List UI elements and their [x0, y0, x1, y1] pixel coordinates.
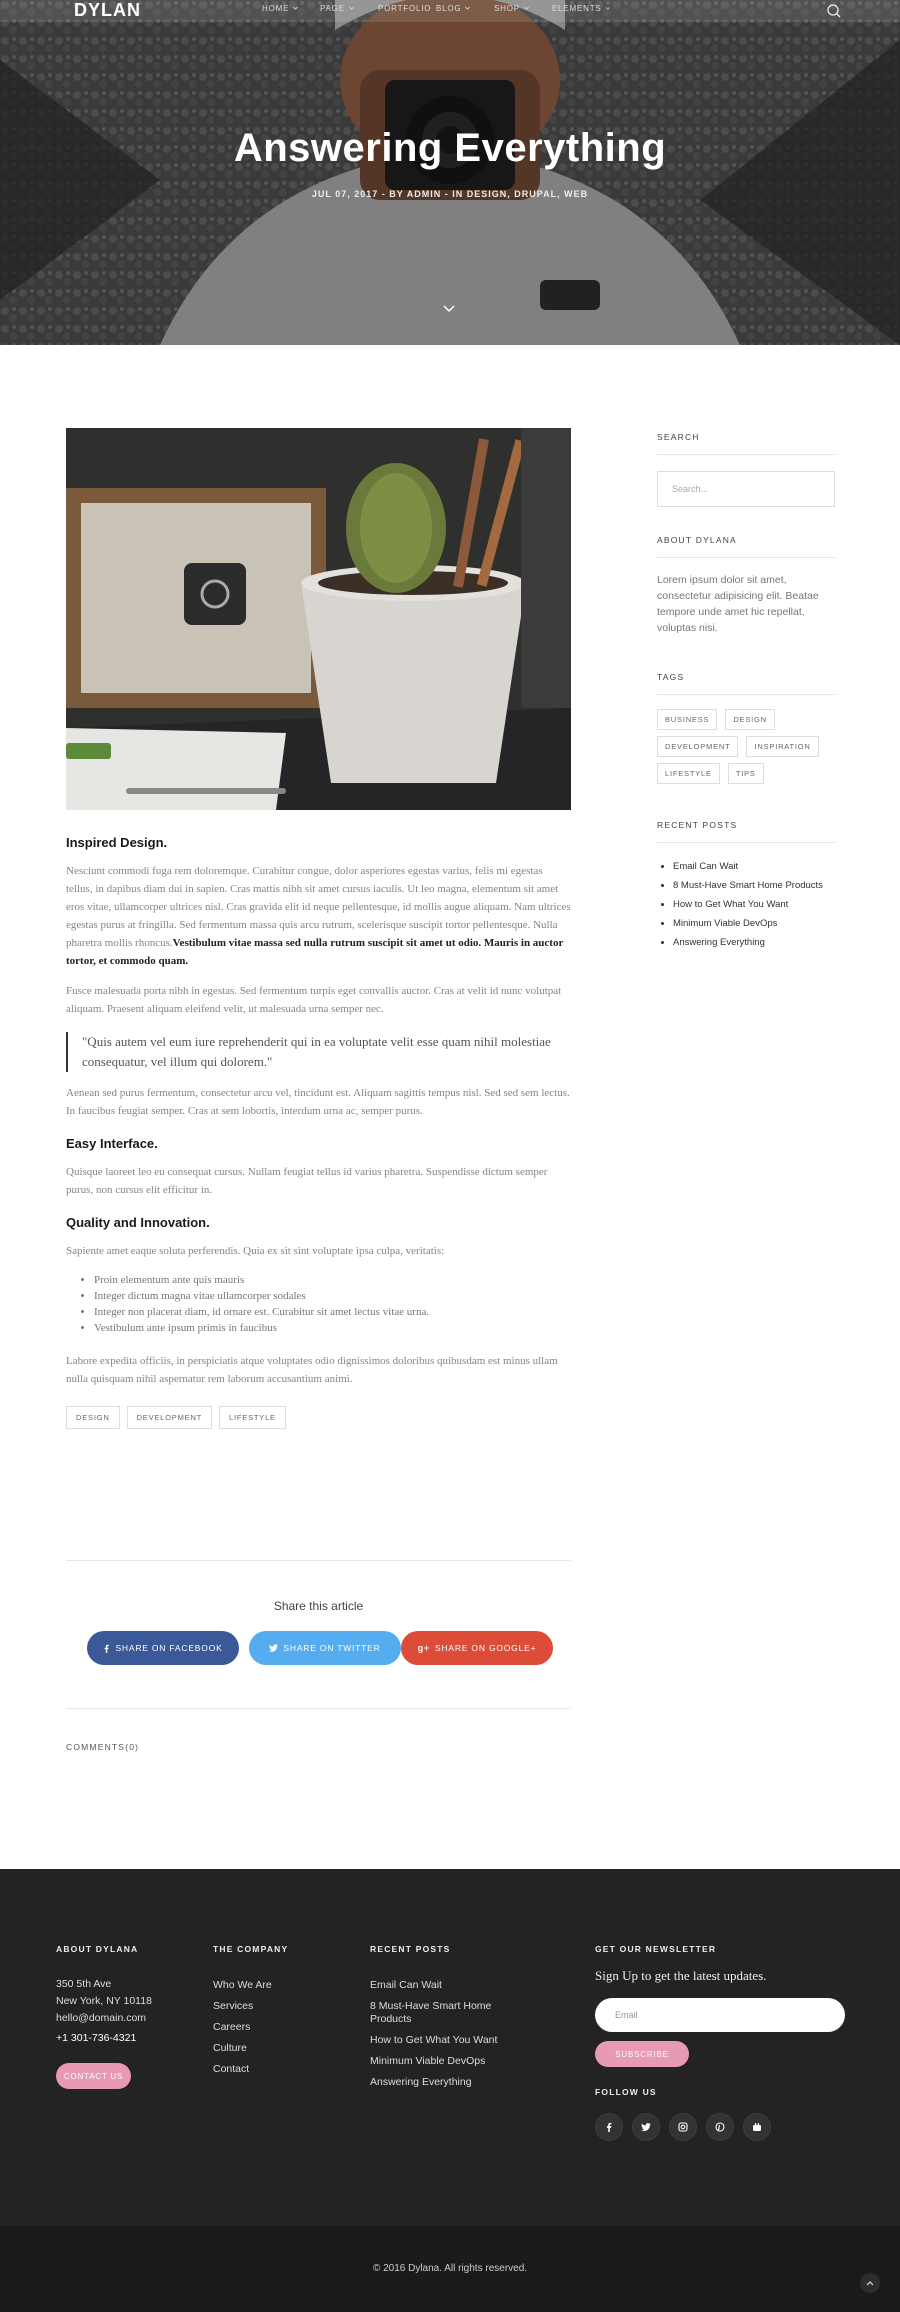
newsletter-lead: Sign Up to get the latest updates. [595, 1968, 767, 1983]
paragraph: Nesciunt commodi fuga rem doloremque. Curabitur congue, dolor asperiores egestas varius, felis mi egestas tellus, in dapibus diam dui in sapien. Cras mattis nibh sit amet cursus iaculis. Ut leo magna, elementum sit amet eros vitae, ullamcorper ultrices nisl. Cras gravida elit id neque pellentesque, id mollis augue aliquam. Nam ultrices egestas purus at fringilla. Sed fermentum massa quis arcu rutrum, scelerisque suscipit tortor pellentesque. Nulla pharetra mollis rhoncus.Vestibulum vitae massa sed nulla rutrum suscipit sit amet ut odio. Mauris in auctor tortor, et commodo quam. [66, 865, 571, 967]
tag-development[interactable]: DEVELOPMENT [127, 1406, 212, 1429]
youtube-icon[interactable] [743, 2113, 771, 2141]
article-body [66, 428, 571, 1429]
email-link[interactable]: hello@domain.com [56, 2012, 147, 2024]
recent-post-link[interactable]: • 8 Must-Have Smart Home Products [673, 876, 835, 895]
search-icon[interactable] [826, 3, 842, 19]
footer-heading: RECENT POSTS [370, 1944, 451, 1954]
share-twitter-button[interactable]: SHARE ON TWITTER [249, 1631, 401, 1665]
address-line: New York, NY 10118 [56, 1995, 152, 2007]
post-tags [66, 1406, 571, 1429]
address-line: 350 5th Ave [56, 1978, 112, 1990]
facebook-icon[interactable] [595, 2113, 623, 2141]
menu-item-page[interactable]: PAGE [320, 4, 378, 13]
twitter-icon [269, 1644, 278, 1652]
menu-item-portfolio[interactable]: PORTFOLIO [378, 4, 436, 13]
tag-design[interactable]: DESIGN [66, 1406, 120, 1429]
recent-post-link[interactable]: • Email Can Wait [673, 857, 835, 876]
paragraph: Labore expedita officiis, in perspiciatis atque voluptates odio dignissimos doloribus quibusdam est minus ullam nulla quisquam nihil aspernatur rem laborum accusantium animi. [66, 1355, 558, 1385]
tag-inspiration[interactable]: INSPIRATION [746, 736, 818, 757]
footer-heading: FOLLOW US [595, 2087, 657, 2097]
post-meta: JUL 07, 2017 - BY ADMIN - IN DESIGN, DRUPAL, WEB [311, 189, 589, 199]
footer-link[interactable]: Services [213, 2000, 254, 2012]
featured-image [66, 428, 571, 810]
sidebar-search-input[interactable]: Search... [657, 471, 835, 507]
bullet-list [66, 1272, 571, 1336]
chevron-down-icon [605, 5, 610, 12]
section-heading: Quality and Innovation. [66, 1215, 210, 1230]
recent-posts-list [657, 857, 835, 952]
footer-recent [370, 1944, 510, 2097]
sidebar [657, 432, 835, 952]
footer-about [56, 1944, 196, 2089]
paragraph: Sapiente amet eaque soluta perferendis. Quia ex sit sint voluptate ipsa culpa, veritatis: [66, 1245, 445, 1257]
pinterest-icon[interactable] [706, 2113, 734, 2141]
footer-newsletter [595, 1944, 855, 2141]
section-heading: Easy Interface. [66, 1136, 158, 1151]
share-facebook-button[interactable]: SHARE ON FACEBOOK [87, 1631, 239, 1665]
twitter-icon[interactable] [632, 2113, 660, 2141]
recent-post-link[interactable]: • How to Get What You Want [673, 895, 835, 914]
chevron-down-icon [292, 5, 299, 12]
back-to-top-button[interactable] [860, 2273, 880, 2293]
menu-item-elements[interactable]: ELEMENTS [552, 4, 610, 13]
google-plus-icon: g+ [417, 1643, 430, 1653]
comments-count[interactable]: COMMENTS(0) [66, 1742, 140, 1752]
subscribe-button[interactable]: SUBSCRIBE [595, 2041, 689, 2067]
page-title: Answering Everything [233, 126, 667, 170]
hero-banner [0, 0, 900, 345]
divider [66, 1560, 571, 1561]
recent-post-link[interactable]: • Answering Everything [673, 933, 835, 952]
footer-heading: GET OUR NEWSLETTER [595, 1944, 717, 1954]
list-item: • Proin elementum ante quis mauris [94, 1272, 571, 1288]
list-item: • Integer dictum magna vitae ullamcorper sodales [94, 1288, 571, 1304]
tag-tips[interactable]: TIPS [728, 763, 764, 784]
footer-link[interactable]: Who We Are [213, 1979, 272, 1991]
facebook-icon [103, 1644, 110, 1653]
tag-development[interactable]: DEVELOPMENT [657, 736, 738, 757]
footer-recent-link[interactable]: How to Get What You Want [370, 2034, 498, 2046]
sidebar-heading: ABOUT DYLANA [657, 535, 835, 558]
menu-item-shop[interactable]: SHOP [494, 4, 552, 13]
sidebar-heading: SEARCH [657, 432, 835, 455]
paragraph: Aenean sed purus fermentum, consectetur arcu vel, tincidunt est. Aliquam sagittis tempus nisl. Sed sed sem lectus. In faucibus feugiat semper. Cras at sem lobortis, interdum urna ac, semper purus. [66, 1087, 570, 1117]
footer-link[interactable]: Careers [213, 2021, 251, 2033]
top-navbar [0, 0, 900, 22]
copyright: © 2016 Dylana. All rights reserved. [372, 2263, 528, 2274]
instagram-icon[interactable] [669, 2113, 697, 2141]
footer-company [213, 1944, 353, 2084]
footer-heading: ABOUT DYLANA [56, 1944, 139, 1954]
chevron-down-icon [348, 5, 355, 12]
footer-recent-link[interactable]: Email Can Wait [370, 1979, 442, 1991]
sidebar-heading: RECENT POSTS [657, 820, 835, 843]
tag-business[interactable]: BUSINESS [657, 709, 717, 730]
sidebar-heading: TAGS [657, 672, 835, 695]
chevron-down-icon [464, 5, 471, 12]
contact-us-button[interactable]: CONTACT US [56, 2063, 131, 2089]
main-menu [262, 4, 610, 13]
divider [66, 1708, 571, 1709]
share-title: Share this article [273, 1599, 364, 1613]
tag-lifestyle[interactable]: LIFESTYLE [657, 763, 720, 784]
menu-item-blog[interactable]: BLOG [436, 4, 494, 13]
tag-design[interactable]: DESIGN [725, 709, 775, 730]
footer-heading: THE COMPANY [213, 1944, 289, 1954]
phone-number: +1 301-736-4321 [56, 2032, 137, 2044]
tag-lifestyle[interactable]: LIFESTYLE [219, 1406, 286, 1429]
footer-link[interactable]: Culture [213, 2042, 247, 2054]
section-heading: Inspired Design. [66, 835, 168, 850]
footer-recent-link[interactable]: 8 Must-Have Smart Home Products [370, 2000, 492, 2025]
menu-item-home[interactable]: HOME [262, 4, 320, 13]
paragraph: Fusce malesuada porta nibh in egestas. Sed fermentum turpis eget convallis auctor. Cras at velit id nunc volutpat aliquam. Praesent aliquam eleifend velit, ut malesuada urna semper nec. [66, 985, 562, 1015]
footer-link[interactable]: Contact [213, 2063, 250, 2075]
footer-recent-link[interactable]: Answering Everything [370, 2076, 472, 2088]
list-item: • Vestibulum ante ipsum primis in faucibus [94, 1320, 571, 1336]
site-logo[interactable]: DYLAN [74, 0, 141, 20]
chevron-up-icon [866, 2280, 874, 2286]
footer-recent-link[interactable]: Minimum Viable DevOps [370, 2055, 486, 2067]
share-google-button[interactable]: g+ SHARE ON GOOGLE+ [401, 1631, 553, 1665]
scroll-down-icon[interactable] [442, 304, 456, 314]
chevron-down-icon [523, 5, 530, 12]
recent-post-link[interactable]: • Minimum Viable DevOps [673, 914, 835, 933]
sidebar-tags [657, 709, 835, 784]
about-text: Lorem ipsum dolor sit amet, consectetur adipisicing elit. Beatae tempore unde amet hic repellat, voluptas nisi. [657, 574, 819, 634]
social-links [595, 2113, 855, 2141]
paragraph: Quisque laoreet leo eu consequat cursus. Nullam feugiat tellus id varius pharetra. Suspendisse dictum semper purus, non cursus elit efficitur in. [66, 1166, 548, 1196]
newsletter-email-input[interactable]: Email [595, 1998, 845, 2032]
list-item: • Integer non placerat diam, id ornare est. Curabitur sit amet lectus vitae urna. [94, 1304, 571, 1320]
blockquote: "Quis autem vel eum iure reprehenderit qui in ea voluptate velit esse quam nihil molestiae consequatur, vel illum qui dolorem." [66, 1032, 571, 1072]
